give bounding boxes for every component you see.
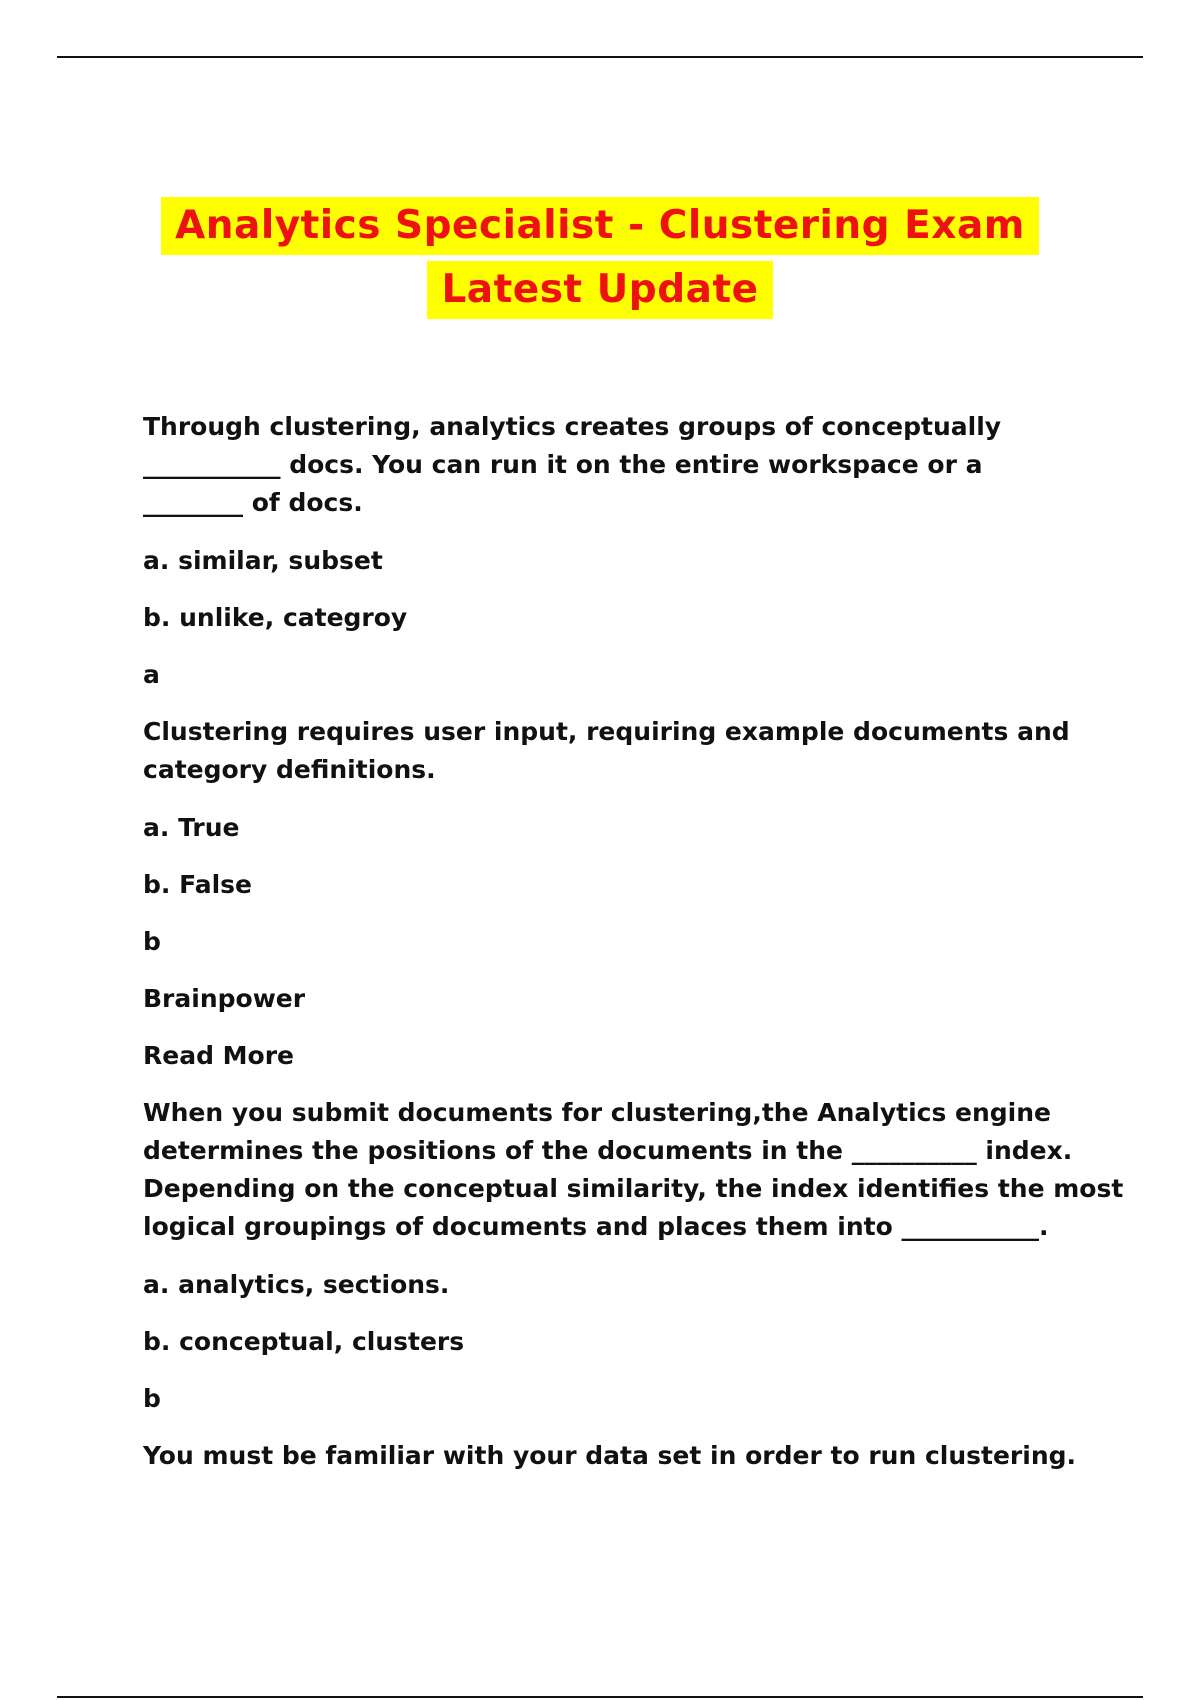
question-text (143, 1437, 1098, 1475)
answer-option (143, 866, 1098, 904)
text-line: b. False (143, 870, 252, 899)
text-line: category definitions. (143, 755, 436, 784)
body-text (143, 980, 1098, 1018)
text-line: a. similar, subset (143, 546, 383, 575)
document-title (0, 197, 1200, 325)
text-line: b (143, 927, 161, 956)
question-text (143, 713, 1098, 789)
text-line: a. True (143, 813, 240, 842)
answer-option (143, 542, 1098, 580)
document-body (143, 408, 1124, 1494)
answer-option (143, 599, 1098, 637)
bottom-rule (57, 1696, 1143, 1698)
top-rule (57, 56, 1143, 58)
text-line: a (143, 660, 160, 689)
text-line: b. conceptual, clusters (143, 1327, 465, 1356)
correct-answer (143, 923, 1098, 961)
text-line: Brainpower (143, 984, 306, 1013)
text-line: b (143, 1384, 161, 1413)
answer-option (143, 809, 1098, 847)
answer-option (143, 1323, 1098, 1361)
correct-answer (143, 656, 1098, 694)
text-line: Clustering requires user input, requiring example documents and (143, 717, 1070, 746)
text-line: You must be familiar with your data set in order to run clustering. (143, 1441, 1077, 1470)
text-line: Depending on the conceptual similarity, the index identifies the most (143, 1174, 1124, 1203)
question-text (143, 1094, 1124, 1246)
text-line: ________ of docs. (143, 488, 363, 517)
text-line: Through clustering, analytics creates groups of conceptually (143, 412, 1002, 441)
text-line: ___________ docs. You can run it on the entire workspace or a (143, 450, 983, 479)
text-line: Read More (143, 1041, 295, 1070)
text-line: When you submit documents for clustering,the Analytics engine (143, 1098, 1052, 1127)
text-line: determines the positions of the documents in the __________ index. (143, 1136, 1073, 1165)
text-line: a. analytics, sections. (143, 1270, 450, 1299)
answer-option (143, 1266, 1098, 1304)
body-text (143, 1037, 1098, 1075)
text-line: logical groupings of documents and places them into ___________. (143, 1212, 1049, 1241)
correct-answer (143, 1380, 1098, 1418)
text-line: b. unlike, categroy (143, 603, 408, 632)
title-line-2: Latest Update (427, 261, 772, 319)
question-text (143, 408, 1098, 522)
title-line-1: Analytics Specialist - Clustering Exam (161, 197, 1039, 255)
